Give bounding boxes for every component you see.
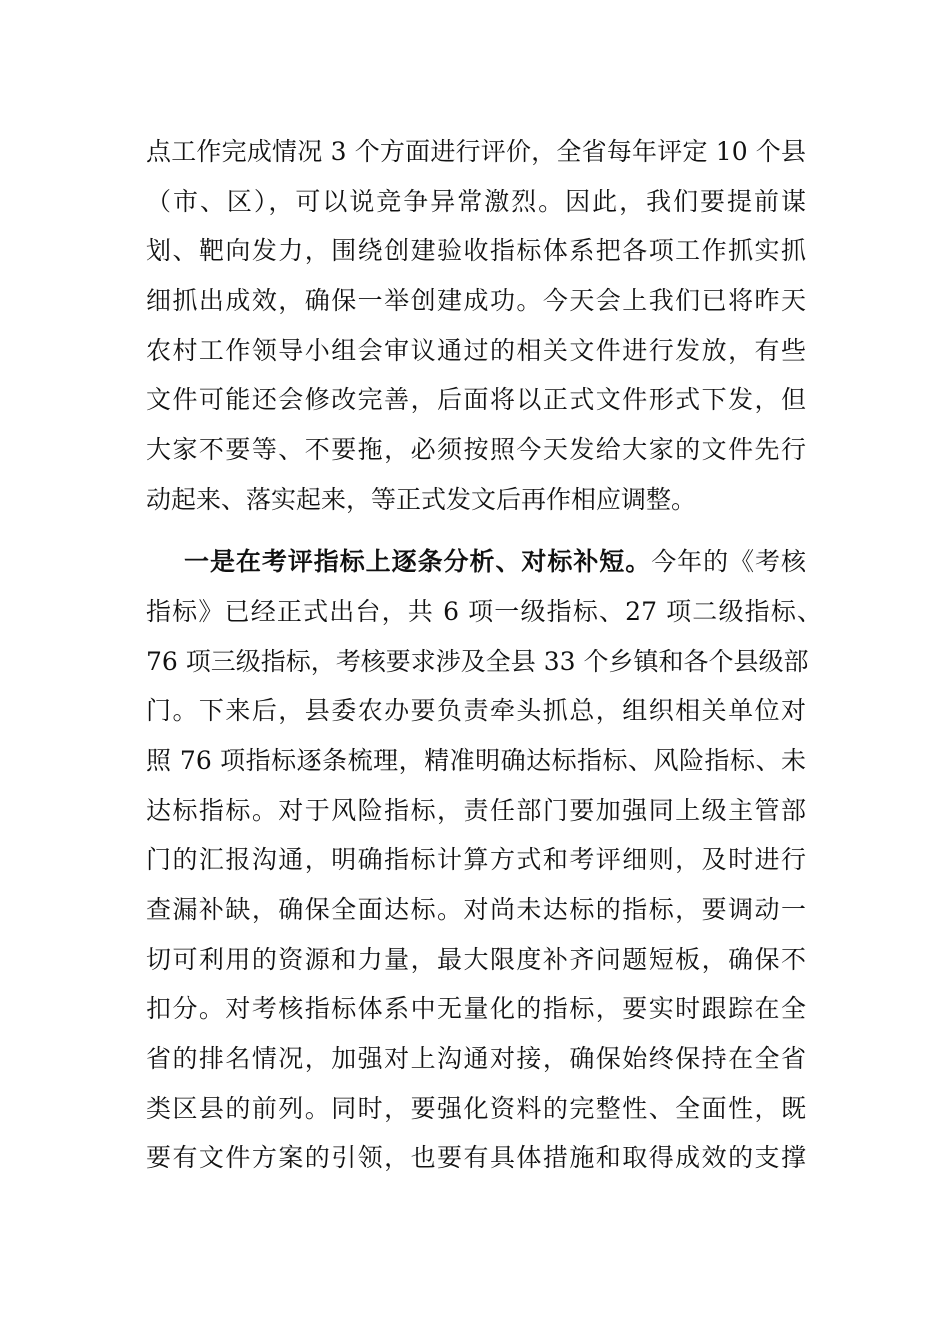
text-line: 划、靶向发力，围绕创建验收指标体系把各项工作抓实抓 xyxy=(146,236,806,265)
text-line: 文件可能还会修改完善，后面将以正式文件形式下发，但 xyxy=(146,385,806,414)
text-line: 门的汇报沟通，明确指标计算方式和考评细则，及时进行 xyxy=(146,845,806,874)
text-line: 门。下来后，县委农办要负责牵头抓总，组织相关单位对 xyxy=(146,696,806,725)
text-line: 76 项三级指标，考核要求涉及全县 33 个乡镇和各个县级部 xyxy=(146,647,809,676)
text-line: 农村工作领导小组会审议通过的相关文件进行发放，有些 xyxy=(146,336,806,365)
text-line: 大家不要等、不要拖，必须按照今天发给大家的文件先行 xyxy=(146,435,806,464)
section-heading: 一是在考评指标上逐条分析、对标补短。 xyxy=(184,547,652,576)
text-line: 扣分。对考核指标体系中无量化的指标，要实时跟踪在全 xyxy=(146,994,806,1023)
text-fragment: 今年的《考核 xyxy=(651,547,806,576)
text-line: 细抓出成效，确保一举创建成功。今天会上我们已将昨天 xyxy=(146,286,806,315)
text-line: 省的排名情况，加强对上沟通对接，确保始终保持在全省 xyxy=(146,1044,806,1073)
text-line: 类区县的前列。同时，要强化资料的完整性、全面性，既 xyxy=(146,1094,806,1123)
text-line: （市、区），可以说竞争异常激烈。因此，我们要提前谋 xyxy=(146,187,806,216)
text-line: 要有文件方案的引领，也要有具体措施和取得成效的支撑 xyxy=(146,1143,806,1172)
text-line: 达标指标。对于风险指标，责任部门要加强同上级主管部 xyxy=(146,796,806,825)
text-line: 点工作完成情况 3 个方面进行评价，全省每年评定 10 个县 xyxy=(146,137,806,166)
text-line: 查漏补缺，确保全面达标。对尚未达标的指标，要调动一 xyxy=(146,895,806,924)
text-line: 切可利用的资源和力量，最大限度补齐问题短板，确保不 xyxy=(146,945,806,974)
text-line: 照 76 项指标逐条梳理，精准明确达标指标、风险指标、未 xyxy=(146,746,806,775)
text-line: 指标》已经正式出台，共 6 项一级指标、27 项二级指标、 xyxy=(146,597,822,626)
paragraph-first-line xyxy=(184,542,806,582)
text-line: 动起来、落实起来，等正式发文后再作相应调整。 xyxy=(146,485,697,514)
